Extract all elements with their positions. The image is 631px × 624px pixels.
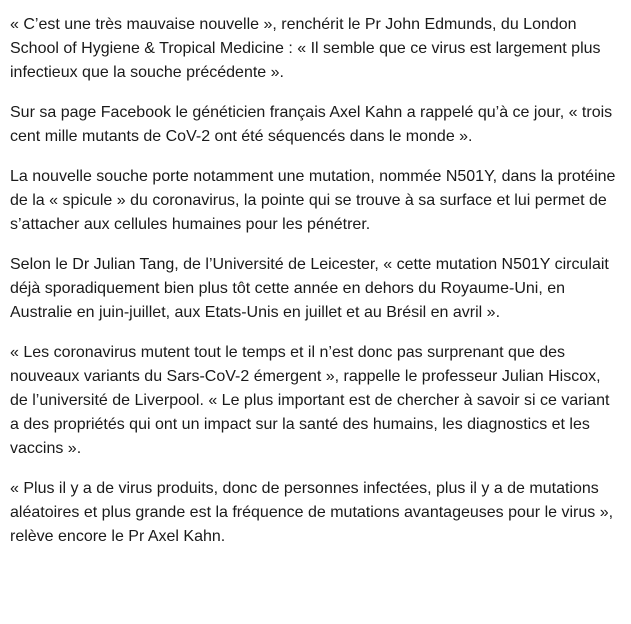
paragraph-tang-quote: Selon le Dr Julian Tang, de l’Université de Leicester, « cette mutation N501Y circulait déjà sporadiquement bien plus tôt cette année en dehors du Royaume-Uni, en Australie en juin-juillet, aux Etats-Unis en juillet et au Brésil en avril ». xyxy=(10,256,609,321)
paragraph-kahn-quote: « Plus il y a de virus produits, donc de personnes infectées, plus il y a de mutations aléatoires et plus grande est la fréquence de mutations avantageuses pour le virus », relève encore le Pr Axel Kahn. xyxy=(10,480,614,545)
article-body xyxy=(0,13,631,549)
paragraph-edmunds-quote: « C’est une très mauvaise nouvelle », renchérit le Pr John Edmunds, du London School of Hygiene & Tropical Medicine : « Il semble que ce virus est largement plus infectieux que la souche précédente ». xyxy=(10,16,601,81)
paragraph-hiscox-quote: « Les coronavirus mutent tout le temps et il n’est donc pas surprenant que des nouveaux variants du Sars-CoV-2 émergent », rappelle le professeur Julian Hiscox, de l’université de Liverpool. « Le plus important est de chercher à savoir si ce variant a des propriétés qui ont un impact sur la santé des humains, les diagnostics et les vaccins ». xyxy=(10,344,610,457)
paragraph-n501y-mutation: La nouvelle souche porte notamment une mutation, nommée N501Y, dans la protéine de la « spicule » du coronavirus, la pointe qui se trouve à sa surface et lui permet de s’attacher aux cellules humaines pour les pénétrer. xyxy=(10,168,616,233)
paragraph-kahn-facebook: Sur sa page Facebook le généticien français Axel Kahn a rappelé qu’à ce jour, « trois cent mille mutants de CoV-2 ont été séquencés dans le monde ». xyxy=(10,104,613,145)
